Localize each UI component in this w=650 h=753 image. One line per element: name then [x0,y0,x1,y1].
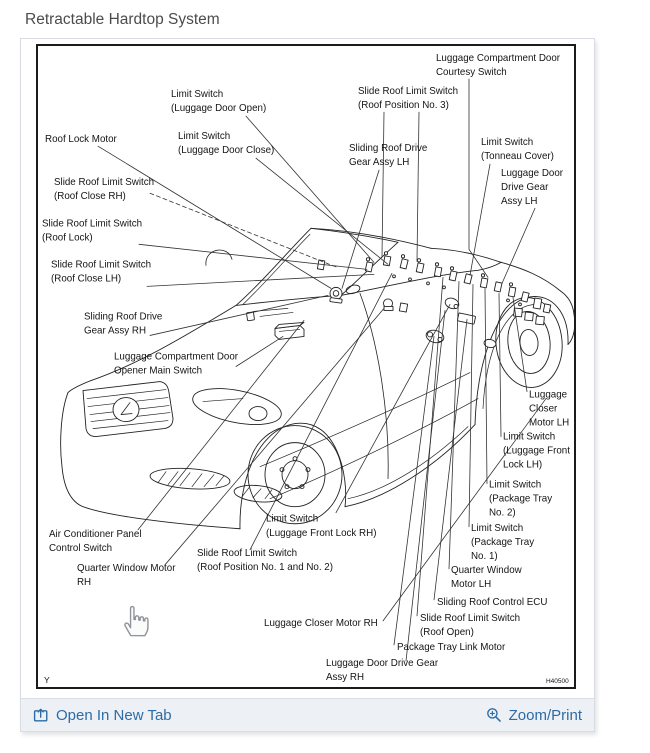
label-limit-switch-luggage-door-close: Limit Switch [178,131,231,143]
open-in-new-tab-label: Open In New Tab [56,706,172,724]
label-limit-switch-luggage-door-open-2: (Luggage Door Open) [171,103,267,115]
open-in-new-tab-icon [33,707,49,723]
label-luggage-closer-motor-rh: Luggage Closer Motor RH [264,617,378,629]
label-package-tray-link-motor: Package Tray Link Motor [397,641,506,653]
label-roof-close-rh-2: (Roof Close RH) [54,191,126,203]
label-roof-lock-motor: Roof Lock Motor [45,134,117,146]
label-roof-position-1-2-2: (Roof Position No. 1 and No. 2) [197,561,334,573]
label-roof-position-3-2: (Roof Position No. 3) [358,100,449,112]
label-ac-panel-control-switch: Air Conditioner Panel [49,528,142,540]
label-luggage-front-lock-rh-2: (Luggage Front Lock RH) [266,527,377,539]
hardtop-system-diagram [36,44,576,689]
label-package-tray-2-3: No. 2) [489,507,516,519]
label-roof-lock-2: (Roof Lock) [42,232,93,244]
label-limit-switch-tonneau-cover-2: (Tonneau Cover) [481,151,554,163]
label-package-tray-1-2: (Package Tray [471,536,535,548]
zoom-print-link[interactable] [486,707,582,724]
corner-mark: Y [44,674,50,685]
label-roof-open: Slide Roof Limit Switch [420,612,521,624]
label-luggage-door-drive-gear-lh: Luggage Door [501,168,564,180]
label-luggage-front-lock-lh: Limit Switch [502,431,556,443]
label-limit-switch-luggage-door-close-2: (Luggage Door Close) [178,145,275,157]
label-quarter-window-motor-rh-2: RH [77,576,92,588]
page-title: Retractable Hardtop System [25,11,220,28]
label-roof-lock: Slide Roof Limit Switch [42,218,143,230]
label-courtesy-switch-2: Courtesy Switch [436,67,507,79]
label-luggage-front-lock-rh: Limit Switch [266,513,319,525]
zoom-print-label: Zoom/Print [508,706,582,724]
label-luggage-door-drive-gear-lh-3: Assy LH [501,196,538,208]
image-viewer-card [20,38,595,732]
hand-cursor-pointer [125,607,148,636]
viewer-footer [21,698,594,731]
label-roof-close-lh-2: (Roof Close LH) [51,273,122,285]
label-luggage-door-drive-gear-rh: Luggage Door Drive Gear [326,657,439,669]
component-markers [246,252,550,349]
label-roof-open-2: (Roof Open) [420,626,474,638]
label-sliding-roof-control-ecu: Sliding Roof Control ECU [437,596,548,608]
label-package-tray-1-3: No. 1) [471,550,498,562]
label-luggage-closer-motor-lh-2: Closer [529,403,558,415]
label-roof-position-3: Slide Roof Limit Switch [358,86,459,98]
figure-code: H40500 [546,677,569,685]
label-quarter-window-motor-lh-2: Motor LH [451,578,492,590]
label-package-tray-2: Limit Switch [489,479,542,491]
label-sliding-roof-drive-gear-lh: Sliding Roof Drive [349,143,428,155]
label-luggage-closer-motor-lh: Luggage [529,389,568,401]
label-ac-panel-control-switch-2: Control Switch [49,542,113,554]
label-quarter-window-motor-lh: Quarter Window [451,564,522,576]
label-luggage-door-drive-gear-rh-2: Assy RH [326,671,365,683]
label-quarter-window-motor-rh: Quarter Window Motor [77,562,176,574]
diagram-labels [42,53,570,685]
label-package-tray-1: Limit Switch [471,522,524,534]
zoom-print-icon [486,707,502,723]
open-in-new-tab-link[interactable] [33,707,172,724]
label-luggage-front-lock-lh-2: (Luggage Front [502,445,570,457]
label-luggage-front-lock-lh-3: Lock LH) [502,459,543,471]
label-luggage-door-drive-gear-lh-2: Drive Gear [501,182,549,194]
label-package-tray-2-2: (Package Tray [489,493,553,505]
diagram-canvas [38,46,574,687]
label-limit-switch-tonneau-cover: Limit Switch [481,137,534,149]
label-roof-close-rh: Slide Roof Limit Switch [54,177,155,189]
label-courtesy-switch: Luggage Compartment Door [436,53,561,65]
label-limit-switch-luggage-door-open: Limit Switch [171,89,224,101]
label-sliding-roof-drive-gear-rh: Sliding Roof Drive [84,311,163,323]
label-luggage-closer-motor-lh-3: Motor LH [529,417,570,429]
label-roof-close-lh: Slide Roof Limit Switch [51,259,152,271]
label-opener-main-switch: Luggage Compartment Door [114,351,239,363]
label-roof-position-1-2: Slide Roof Limit Switch [197,547,298,559]
label-sliding-roof-drive-gear-rh-2: Gear Assy RH [84,325,147,337]
label-opener-main-switch-2: Opener Main Switch [114,365,203,377]
label-sliding-roof-drive-gear-lh-2: Gear Assy LH [349,157,410,169]
